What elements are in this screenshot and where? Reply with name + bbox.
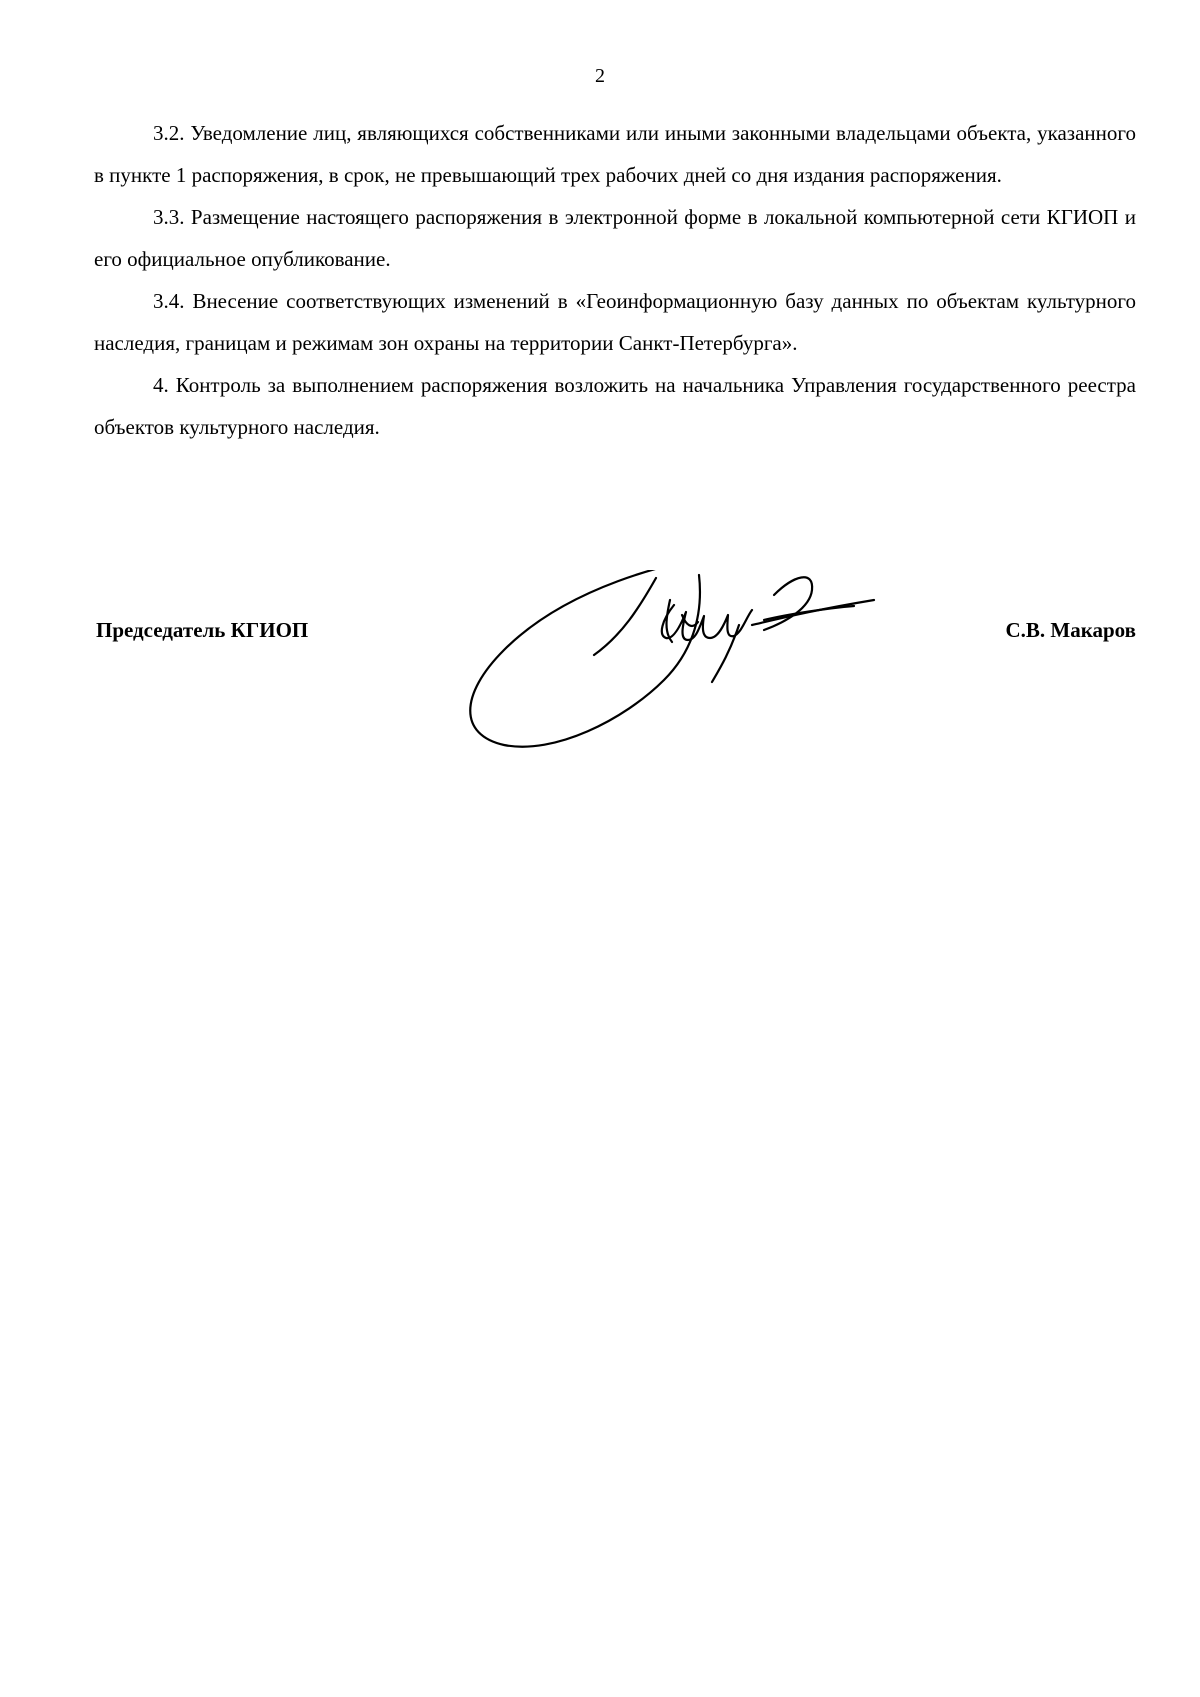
document-body: [94, 112, 1136, 448]
signature-block: [94, 570, 1136, 760]
paragraph-4: 4. Контроль за выполнением распоряжения возложить на начальника Управления государственного реестра объектов культурного наследия.: [94, 373, 1136, 439]
page-number: 2: [595, 65, 605, 87]
signer-title: Председатель КГИОП: [96, 618, 309, 642]
signer-name: С.В. Макаров: [1005, 618, 1136, 642]
paragraph-3-3: 3.3. Размещение настоящего распоряжения в электронной форме в локальной компьютерной сети КГИОП и его официальное опубликование.: [94, 205, 1136, 271]
handwritten-signature: [434, 570, 894, 760]
paragraph-3-4: 3.4. Внесение соответствующих изменений в «Геоинформационную базу данных по объектам культурного наследия, границам и режимам зон охраны на территории Санкт-Петербурга».: [94, 289, 1136, 355]
paragraph-3-2: 3.2. Уведомление лиц, являющихся собственниками или иными законными владельцами объекта, указанного в пункте 1 распоряжения, в срок, не превышающий трех рабочих дней со дня издания распоряжения.: [94, 121, 1136, 187]
